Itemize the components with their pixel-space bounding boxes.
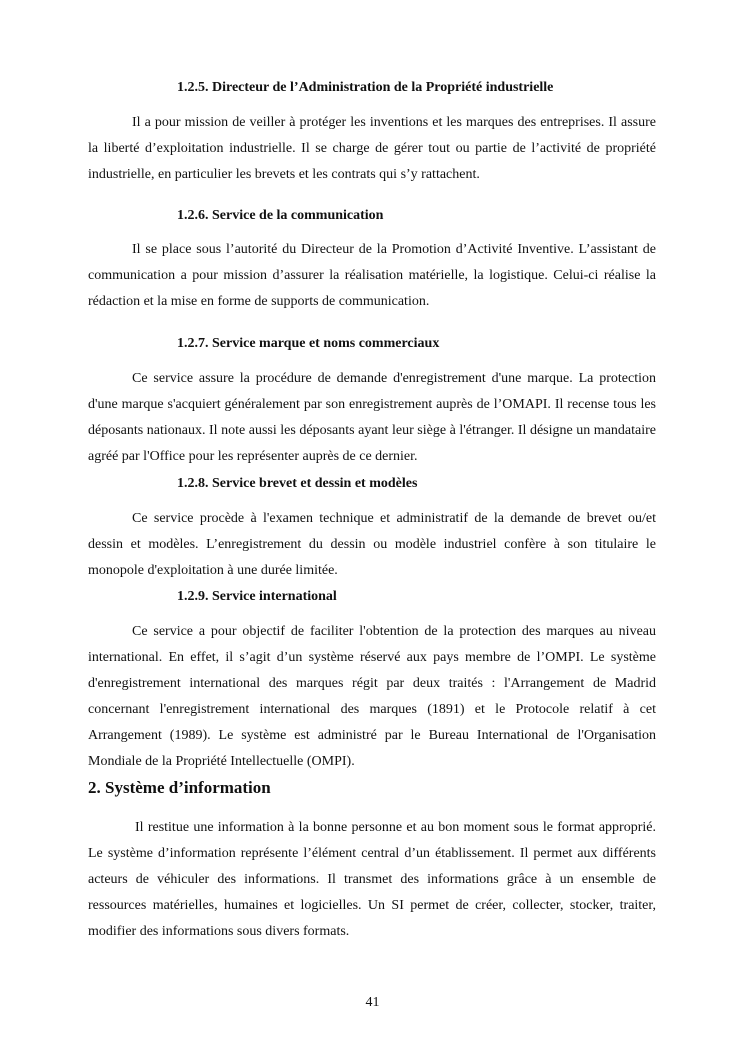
section-paragraph-1-2-9: Ce service a pour objectif de faciliter l'obtention de la protection des marques au niveau international. En effet, il s’agit d’un système réservé aux pays membre de l’OMPI. Le système d'enregistrement international des marques régit par deux traités : l'Arrangement de Madrid concernant l'enregistrement international des marques (1891) et le Protocole relatif à cet Arrangement (1989). Le système est administré par le Bureau International de l'Organisation Mondiale de la Propriété Intellectuelle (OMPI). [88, 624, 656, 769]
section-heading-1-2-5: 1.2.5. Directeur de l’Administration de la Propriété industrielle [177, 80, 554, 95]
chapter-paragraph: Il restitue une information à la bonne personne et au bon moment sous le format approprié. Le système d’information représente l’élément central d’un établissement. Il permet aux différents acteurs de véhiculer des informations. Il transmet des informations grâce à un ensemble de ressources matérielles, humaines et logicielles. Un SI permet de créer, collecter, stocker, traiter, modifier des informations sous divers formats. [88, 820, 656, 939]
chapter-heading: 2. Système d’information [88, 778, 271, 797]
section-paragraph-1-2-7: Ce service assure la procédure de demande d'enregistrement d'une marque. La protection d'une marque s'acquiert généralement par son enregistrement auprès de l’OMAPI. Il recense tous les déposants nationaux. Il note aussi les déposants ayant leur siège à l'étranger. Il désigne un mandataire agréé par l'Office pour les représenter auprès de ce dernier. [88, 371, 656, 464]
page-number: 41 [365, 995, 380, 1010]
section-paragraph-1-2-5: Il a pour mission de veiller à protéger les inventions et les marques des entreprises. Il assure la liberté d’exploitation industrielle. Il se charge de gérer tout ou partie de l’activité de propriété industrielle, en particulier les brevets et les contrats qui s’y rattachent. [88, 115, 656, 182]
section-paragraph-1-2-8: Ce service procède à l'examen technique et administratif de la demande de brevet ou/et dessin et modèles. L’enregistrement du dessin ou modèle industriel confère à son titulaire le monopole d'exploitation à une durée limitée. [88, 511, 656, 578]
section-paragraph-1-2-6: Il se place sous l’autorité du Directeur de la Promotion d’Activité Inventive. L’assistant de communication a pour mission d’assurer la réalisation matérielle, la logistique. Celui-ci réalise la rédaction et la mise en forme de supports de communication. [88, 242, 656, 309]
section-heading-1-2-7: 1.2.7. Service marque et noms commerciaux [177, 336, 440, 351]
section-heading-1-2-6: 1.2.6. Service de la communication [177, 208, 384, 223]
section-heading-1-2-8: 1.2.8. Service brevet et dessin et modèles [177, 476, 418, 491]
section-heading-1-2-9: 1.2.9. Service international [177, 589, 337, 604]
